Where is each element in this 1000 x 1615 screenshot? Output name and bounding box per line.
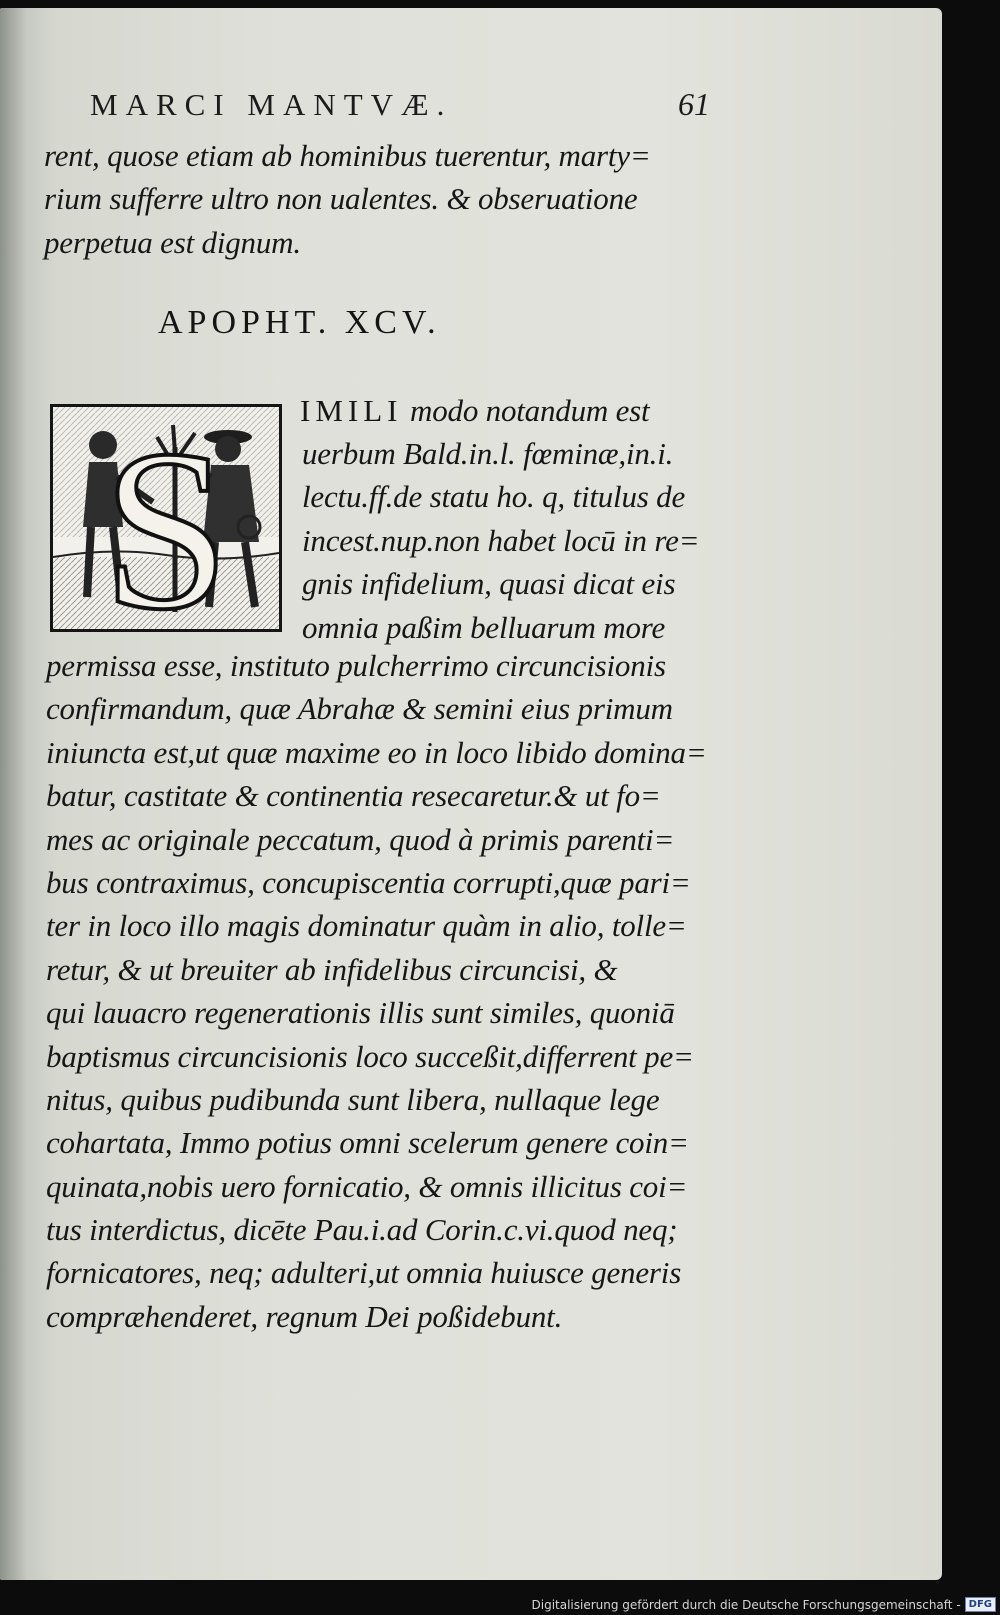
text-line: gnis infidelium, quasi dicat eis xyxy=(302,566,676,602)
woodcut-illustration xyxy=(53,407,279,629)
text-line: lectu.ff.de statu ho. q, titulus de xyxy=(302,479,686,515)
body-paragraph xyxy=(46,644,766,1338)
text-line: omnia paßim belluarum more xyxy=(302,609,666,645)
first-line xyxy=(300,389,720,432)
digitization-credit xyxy=(532,1597,997,1612)
text-line: perpetua est dignum. xyxy=(44,224,301,260)
text-line: permissa esse, instituto pulcherrimo circuncisionis xyxy=(46,648,666,683)
text-line: iniuncta est,ut quæ maxime eo in loco libido domina= xyxy=(46,734,707,770)
credit-text: Digitalisierung gefördert durch die Deutsche Forschungsgemeinschaft - xyxy=(531,1597,961,1612)
text-line: rent, quose etiam ab hominibus tuerentur, marty= xyxy=(44,138,651,173)
text-line: uerbum Bald.in.l. fœminæ,in.i. xyxy=(302,436,674,471)
text-line: ter in loco illo magis dominatur quàm in alio, tolle= xyxy=(46,908,687,944)
initial-letter: S xyxy=(102,407,230,629)
text-line: retur, & ut breuiter ab infidelibus circuncisi, & xyxy=(46,951,618,987)
text-line: baptismus circuncisionis loco succeßit,differrent pe= xyxy=(46,1038,694,1074)
text-line: confirmandum, quæ Abrahæ & semini eius primum xyxy=(46,691,673,727)
text-line: qui lauacro regenerationis illis sunt similes, quoniā xyxy=(46,995,675,1031)
text-line: tus interdictus, dicēte Pau.i.ad Corin.c.vi.quod neq; xyxy=(46,1212,678,1248)
text-line: bus contraximus, concupiscentia corrupti,quæ pari= xyxy=(46,864,691,900)
page-gutter-shadow xyxy=(0,8,26,1580)
wrapped-lines xyxy=(302,432,722,649)
text-line: nitus, quibus pudibunda sunt libera, nullaque lege xyxy=(46,1081,660,1117)
text-line: batur, castitate & continentia resecaretur.& ut fo= xyxy=(46,778,661,814)
running-head: MARCI MANTVÆ. xyxy=(90,87,453,122)
decorated-initial-woodcut xyxy=(50,404,282,632)
section-heading: APOPHT. XCV. xyxy=(158,304,441,341)
page-number: 61 xyxy=(678,86,710,122)
initial-caps: IMILI xyxy=(300,393,403,428)
continued-paragraph xyxy=(44,134,744,264)
text-line: quinata,nobis uero fornicatio, & omnis illicitus coi= xyxy=(46,1168,688,1204)
text-line: incest.nup.non habet locū in re= xyxy=(302,522,700,558)
text-line: compræhenderet, regnum Dei poßidebunt. xyxy=(46,1298,563,1334)
text-line: cohartata, Immo potius omni scelerum genere coin= xyxy=(46,1125,689,1161)
text-line: fornicatores, neq; adulteri,ut omnia huiusce generis xyxy=(46,1255,682,1291)
text-line: mes ac originale peccatum, quod à primis parenti= xyxy=(46,821,675,857)
book-page xyxy=(0,8,942,1580)
page-header xyxy=(90,86,710,123)
dfg-logo: DFG xyxy=(965,1597,996,1612)
first-line-rest: modo notandum est xyxy=(402,393,650,428)
text-line: rium sufferre ultro non ualentes. & obseruatione xyxy=(44,181,638,217)
